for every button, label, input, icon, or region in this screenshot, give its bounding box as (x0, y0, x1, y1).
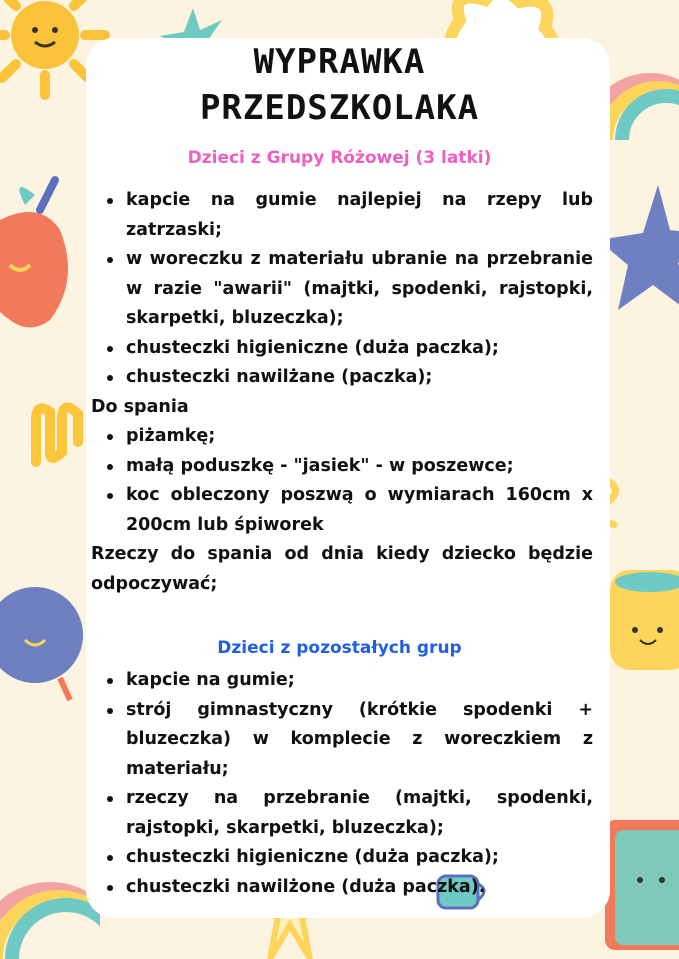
smiling-cup-icon (600, 560, 679, 680)
section-heading-other-groups: Dzieci z pozostałych grup (217, 638, 462, 658)
squiggle-icon (28, 392, 88, 472)
sleep-list (91, 422, 593, 540)
list-item: małą poduszkę - "jasiek" - w poszewce; (91, 452, 593, 482)
list-item: chusteczki higieniczne (duża paczka); (91, 843, 593, 873)
list-item: chusteczki nawilżane (paczka); (91, 363, 593, 393)
list-item: piżamkę; (91, 422, 593, 452)
list-item: chusteczki nawilżone (duża paczka). (91, 873, 593, 903)
sleep-heading: Do spania (91, 396, 189, 417)
section-1-content (91, 186, 593, 599)
section-1-list (91, 186, 593, 393)
sleep-note: Rzeczy do spania od dnia kiedy dziecko będzie odpoczywać; (91, 544, 593, 594)
apple-icon (0, 170, 90, 340)
section-heading-pink-group: Dzieci z Grupy Różowej (3 latki) (187, 148, 492, 168)
section-2-content (91, 666, 593, 902)
title-line-2: PRZEDSZKOLAKA (199, 88, 480, 128)
star-icon (598, 185, 679, 325)
book-icon (600, 810, 679, 959)
list-item: w woreczku z materiału ubranie na przebranie w razie "awarii" (majtki, spodenki, rajstopki, skarpetki, bluzeczka); (91, 245, 593, 334)
title-line-1: WYPRAWKA (253, 42, 426, 82)
list-item: strój gimnastyczny (krótkie spodenki + bluzeczka) w komplecie z woreczkiem z materiału; (91, 696, 593, 785)
list-item: koc obleczony poszwą o wymiarach 160cm x 200cm lub śpiworek (91, 481, 593, 540)
list-item: kapcie na gumie; (91, 666, 593, 696)
list-item: kapcie na gumie najlepiej na rzepy lub zatrzaski; (91, 186, 593, 245)
list-item: chusteczki higieniczne (duża paczka); (91, 334, 593, 364)
rainbow-icon (0, 840, 100, 959)
list-item: rzeczy na przebranie (majtki, spodenki, rajstopki, skarpetki, bluzeczka); (91, 784, 593, 843)
section-2-list (91, 666, 593, 902)
